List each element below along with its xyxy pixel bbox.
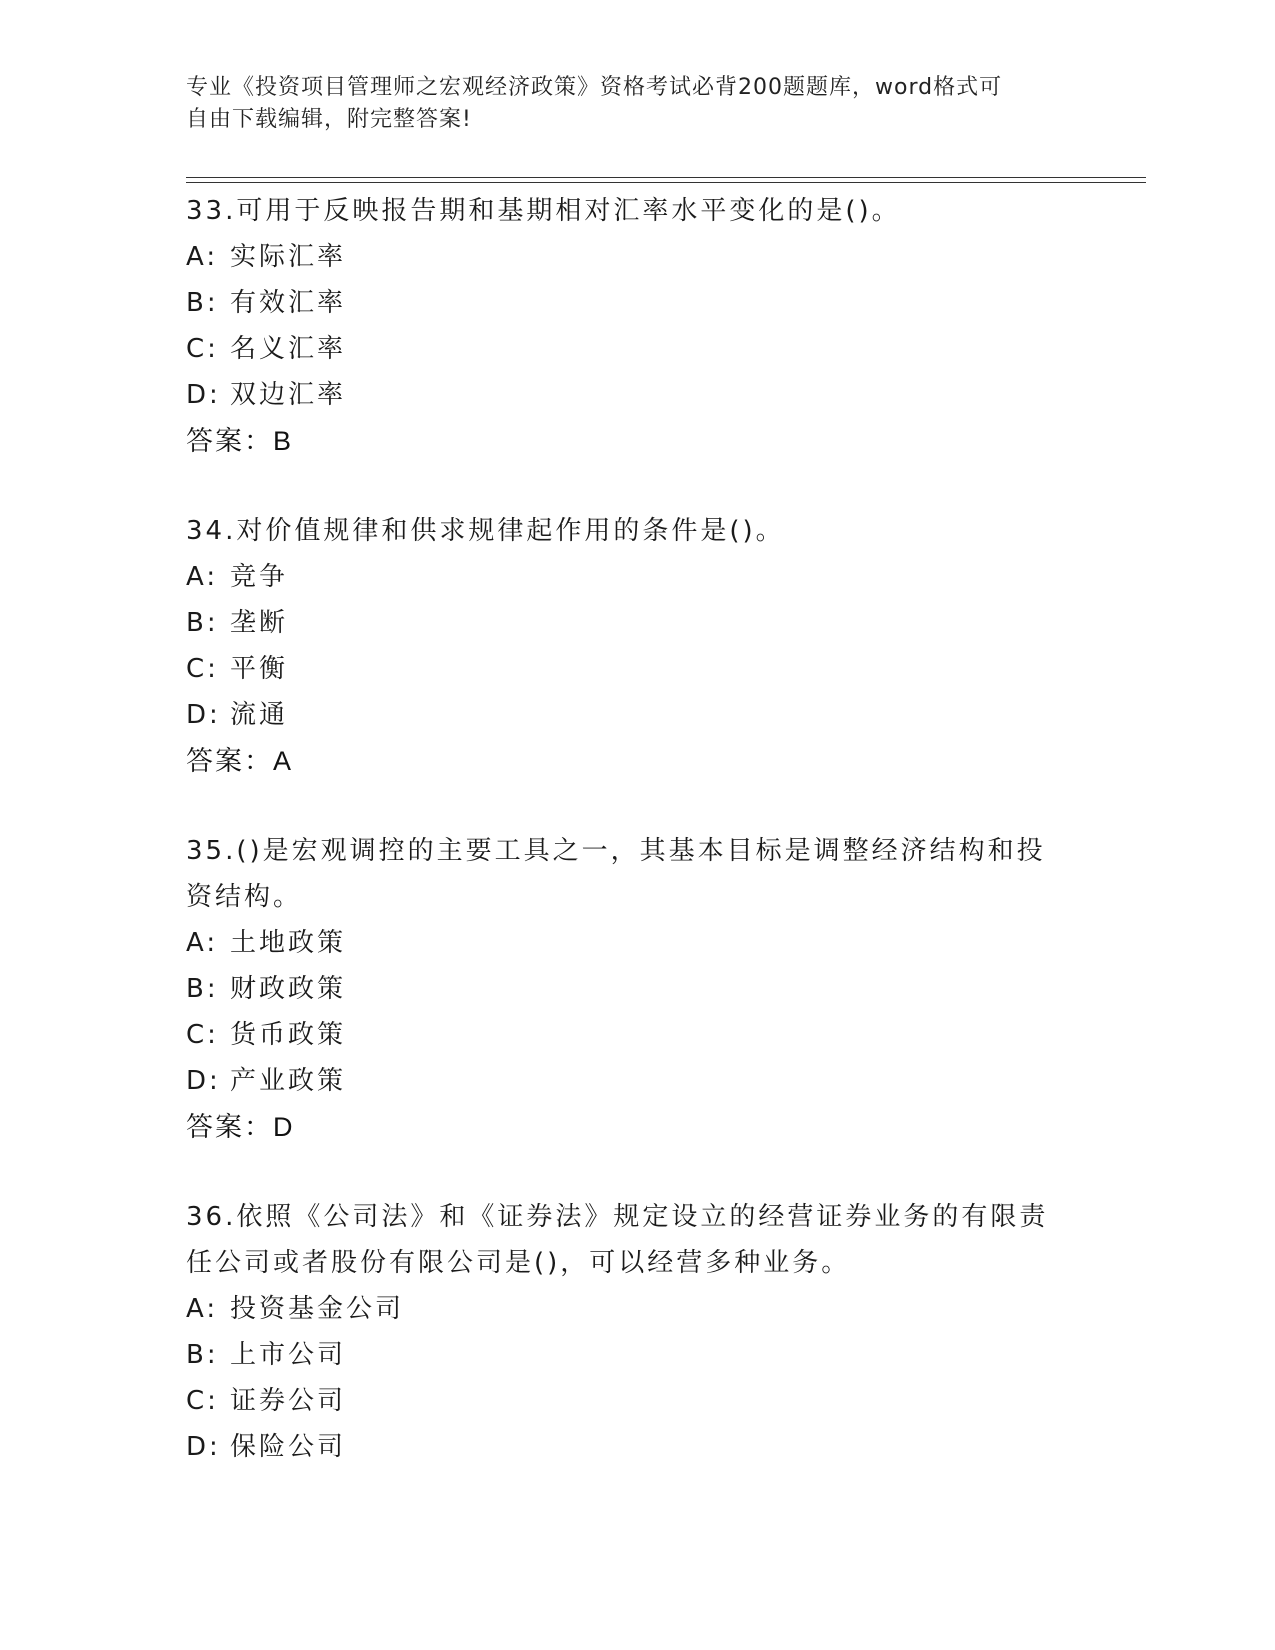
answer-line: 答案：A	[186, 746, 294, 776]
answer-option	[186, 372, 1086, 418]
question-block	[186, 828, 1086, 1150]
header-divider-top	[186, 177, 1146, 178]
answer-option	[186, 646, 1086, 692]
header-title-line-1: 专业《投资项目管理师之宏观经济政策》资格考试必背200题题库，word格式可	[186, 75, 1003, 100]
question-stem: 36.依照《公司法》和《证券法》规定设立的经营证券业务的有限责任公司或者股份有限公司是()，可以经营多种业务。	[186, 1202, 1049, 1278]
option-text: 上市公司	[230, 1340, 347, 1370]
option-text: 竞争	[230, 562, 289, 592]
answer-option	[186, 326, 1086, 372]
question-stem: 35.()是宏观调控的主要工具之一，其基本目标是调整经济结构和投资结构。	[186, 836, 1046, 912]
option-key: B:	[186, 974, 219, 1004]
answer-option	[186, 234, 1086, 280]
header-divider-bottom	[186, 182, 1146, 183]
document-header	[186, 72, 1066, 136]
option-text: 名义汇率	[230, 334, 347, 364]
option-text: 平衡	[230, 654, 289, 684]
answer-option	[186, 1378, 1086, 1424]
option-text: 投资基金公司	[230, 1294, 405, 1324]
option-key: A:	[186, 242, 219, 272]
question-list	[186, 188, 1086, 1470]
question-stem: 34.对价值规律和供求规律起作用的条件是()。	[186, 516, 785, 546]
option-key: A:	[186, 928, 219, 958]
question-block	[186, 508, 1086, 784]
header-title-line-2: 自由下载编辑，附完整答案!	[186, 107, 472, 132]
answer-line: 答案：B	[186, 426, 294, 456]
option-text: 证券公司	[230, 1386, 347, 1416]
option-key: A:	[186, 1294, 219, 1324]
answer-option	[186, 280, 1086, 326]
answer-option	[186, 920, 1086, 966]
option-text: 有效汇率	[230, 288, 347, 318]
answer-option	[186, 600, 1086, 646]
question-block	[186, 188, 1086, 464]
option-key: C:	[186, 654, 219, 684]
option-text: 保险公司	[230, 1432, 347, 1462]
answer-option	[186, 1012, 1086, 1058]
option-key: C:	[186, 1020, 219, 1050]
option-key: D:	[186, 380, 221, 410]
option-key: C:	[186, 1386, 219, 1416]
question-block	[186, 1194, 1086, 1470]
option-text: 双边汇率	[230, 380, 347, 410]
option-text: 产业政策	[230, 1066, 347, 1096]
answer-option	[186, 966, 1086, 1012]
option-text: 实际汇率	[230, 242, 347, 272]
option-key: A:	[186, 562, 219, 592]
option-text: 货币政策	[230, 1020, 347, 1050]
answer-option	[186, 1058, 1086, 1104]
question-stem: 33.可用于反映报告期和基期相对汇率水平变化的是()。	[186, 196, 901, 226]
answer-line: 答案：D	[186, 1112, 295, 1142]
option-key: B:	[186, 608, 219, 638]
answer-option	[186, 554, 1086, 600]
option-text: 财政政策	[230, 974, 347, 1004]
option-key: B:	[186, 1340, 219, 1370]
option-key: C:	[186, 334, 219, 364]
answer-option	[186, 692, 1086, 738]
option-text: 土地政策	[230, 928, 347, 958]
option-text: 流通	[230, 700, 289, 730]
option-key: D:	[186, 700, 221, 730]
option-key: D:	[186, 1432, 221, 1462]
option-key: D:	[186, 1066, 221, 1096]
option-key: B:	[186, 288, 219, 318]
answer-option	[186, 1424, 1086, 1470]
answer-option	[186, 1332, 1086, 1378]
answer-option	[186, 1286, 1086, 1332]
option-text: 垄断	[230, 608, 289, 638]
